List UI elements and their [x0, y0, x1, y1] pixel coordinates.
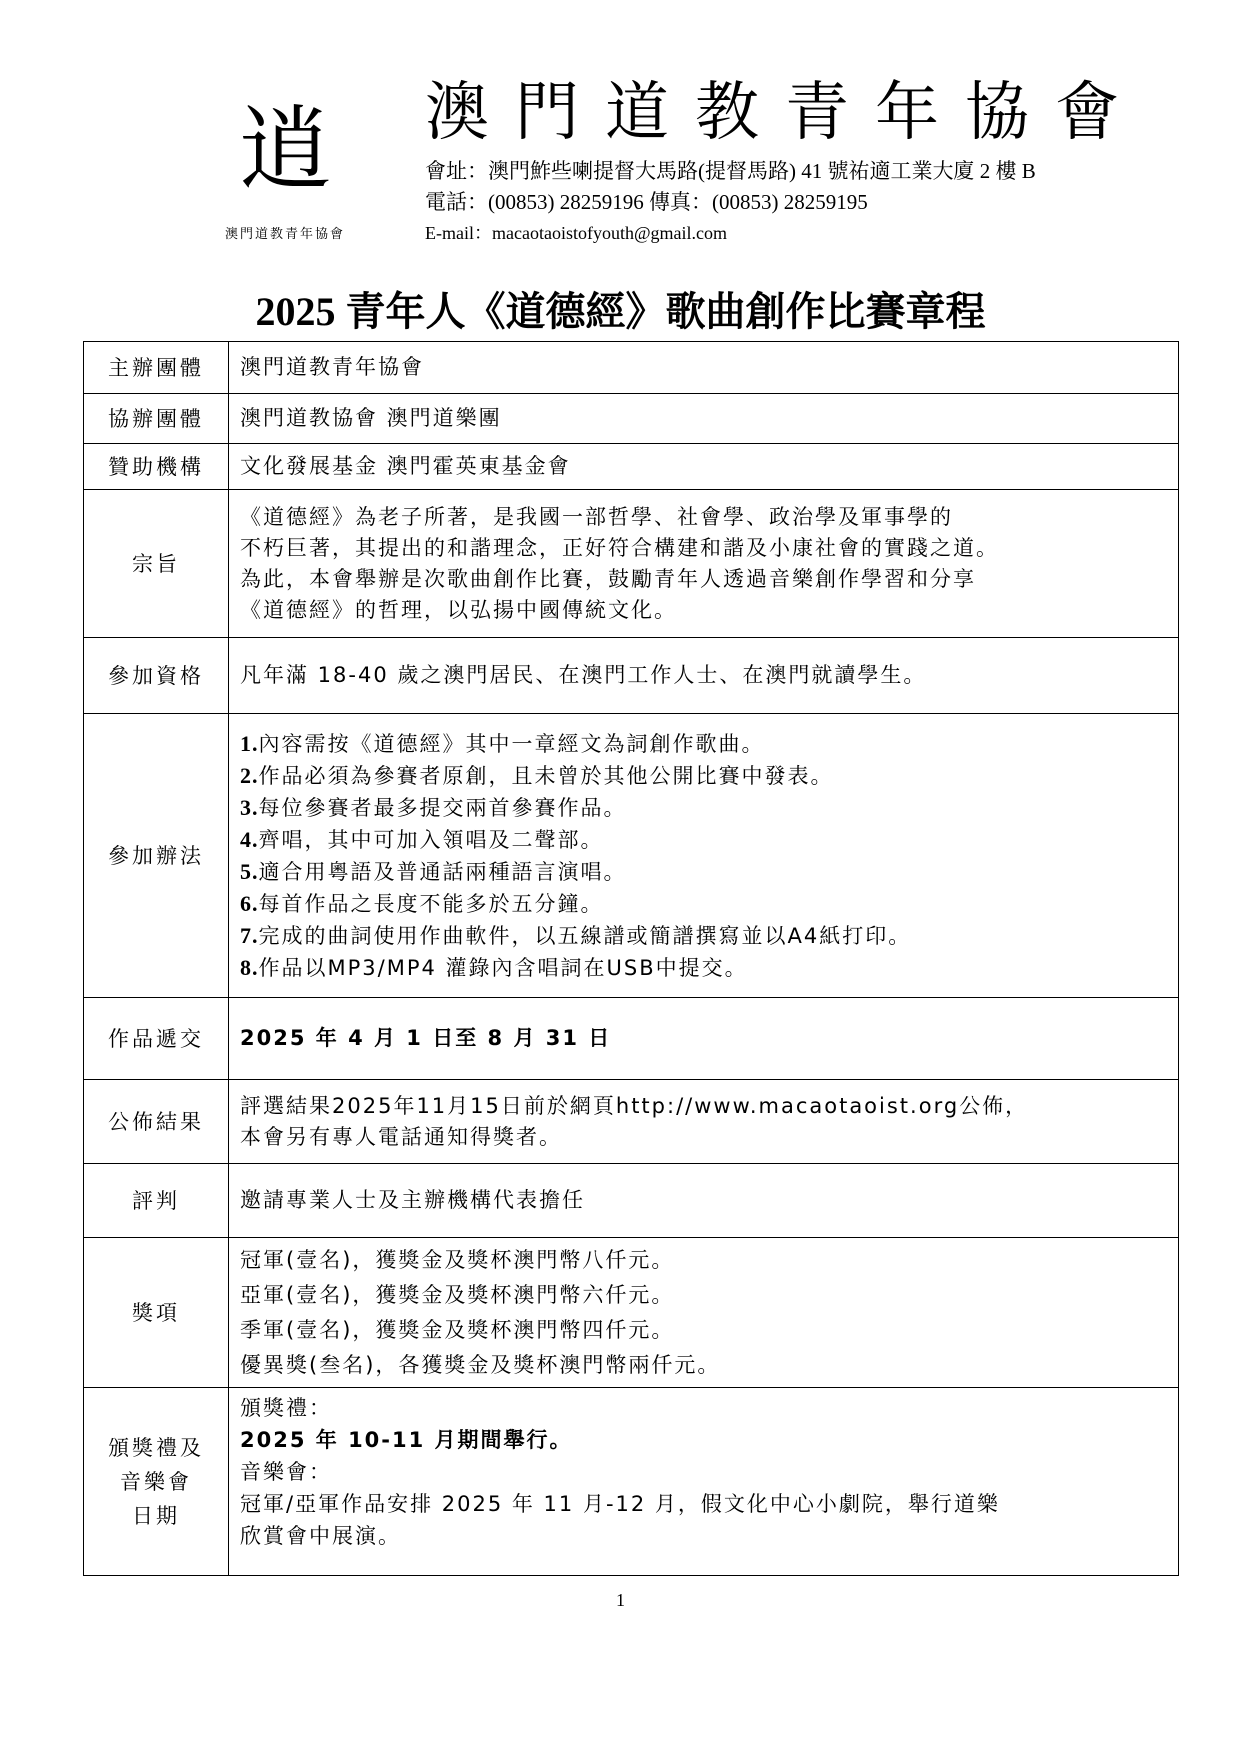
row-label: 評判: [84, 1164, 229, 1238]
page-number: 1: [616, 1590, 625, 1610]
logo-caption: 澳門道教青年協會: [224, 227, 345, 242]
text-line: 音樂會：: [240, 1460, 332, 1484]
text-line: 季軍(壹名)，獲獎金及獎杯澳門幣四仟元。: [240, 1317, 675, 1342]
table-row-submission: [84, 998, 1179, 1080]
text-line: 《道德經》的哲理，以弘揚中國傳統文化。: [240, 597, 677, 622]
table-row-judges: [84, 1164, 1179, 1238]
org-logo: [195, 95, 375, 245]
list-item: 5.適合用粵語及普通話兩種語言演唱。: [240, 858, 627, 884]
row-label: 贊助機構: [84, 444, 229, 490]
table-row-purpose: [84, 490, 1179, 638]
row-value: 文化發展基金 澳門霍英東基金會: [229, 444, 1179, 490]
list-item: 7.完成的曲詞使用作曲軟件，以五線譜或簡譜撰寫並以A4紙打印。: [240, 922, 912, 948]
text-line: 評選結果2025年11月15日前於網頁http://www.macaotaoist.org公佈，: [240, 1093, 1029, 1118]
row-value: 澳門道教青年協會: [229, 342, 1179, 394]
logo-glyph: 逍: [238, 96, 331, 203]
table-row-organizer: [84, 342, 1179, 394]
row-label: 作品遞交: [84, 998, 229, 1080]
row-value: 澳門道教協會 澳門道樂團: [229, 394, 1179, 444]
list-item: 8.作品以MP3/MP4 灌錄內含唱詞在USB中提交。: [240, 954, 748, 980]
org-name-heading: 澳門道教青年協會: [425, 76, 1145, 150]
row-value: [229, 714, 1179, 998]
rules-table: [83, 341, 1179, 1576]
text-line: 2025 年 10-11 月期間舉行。: [240, 1428, 573, 1452]
label-line: 音樂會: [120, 1469, 192, 1494]
address-line: 會址：澳門鮓些喇提督大馬路(提督馬路) 41 號祐適工業大廈 2 樓 B: [425, 159, 1036, 183]
table-row-method: [84, 714, 1179, 998]
text-line: 不朽巨著，其提出的和諧理念，正好符合構建和諧及小康社會的實踐之道。: [240, 535, 999, 560]
row-value: 邀請專業人士及主辦機構代表擔任: [229, 1164, 1179, 1238]
row-label: 協辦團體: [84, 394, 229, 444]
document-title: 2025 青年人《道德經》歌曲創作比賽章程: [255, 289, 986, 334]
text-line: 欣賞會中展演。: [240, 1524, 401, 1548]
row-label: [84, 1388, 229, 1576]
row-value: 2025 年 4 月 1 日至 8 月 31 日: [229, 998, 1179, 1080]
list-item: 6.每首作品之長度不能多於五分鐘。: [240, 890, 604, 916]
table-row-awards: [84, 1238, 1179, 1388]
email-line: E-mail：macaotaoistofyouth@gmail.com: [425, 223, 728, 243]
label-line: 日期: [132, 1503, 180, 1528]
text-line: 優異獎(叁名)，各獲獎金及獎杯澳門幣兩仟元。: [240, 1352, 721, 1377]
row-label: 公佈結果: [84, 1080, 229, 1164]
text-line: 為此，本會舉辦是次歌曲創作比賽，鼓勵青年人透過音樂創作學習和分享: [240, 566, 976, 591]
text-line: 《道德經》為老子所著，是我國一部哲學、社會學、政治學及軍事學的: [240, 504, 953, 529]
text-line: 冠軍/亞軍作品安排 2025 年 11 月-12 月，假文化中心小劇院，舉行道樂: [240, 1492, 1000, 1516]
table-row-sponsor: [84, 444, 1179, 490]
table-row-co-organizer: [84, 394, 1179, 444]
contact-block: [425, 156, 1036, 249]
row-label: 主辦團體: [84, 342, 229, 394]
text-line: 亞軍(壹名)，獲獎金及獎杯澳門幣六仟元。: [240, 1282, 675, 1307]
row-label: 參加資格: [84, 638, 229, 714]
row-label: 宗旨: [84, 490, 229, 638]
table-row-results: [84, 1080, 1179, 1164]
list-item: 4.齊唱，其中可加入領唱及二聲部。: [240, 826, 604, 852]
row-label: 參加辦法: [84, 714, 229, 998]
list-item: 2.作品必須為參賽者原創，且未曾於其他公開比賽中發表。: [240, 762, 834, 788]
label-line: 頒獎禮及: [108, 1435, 204, 1460]
row-value: [229, 1080, 1179, 1164]
text-line: 冠軍(壹名)，獲獎金及獎杯澳門幣八仟元。: [240, 1247, 675, 1272]
row-value: [229, 1388, 1179, 1576]
row-value: [229, 490, 1179, 638]
row-value: 凡年滿 18-40 歲之澳門居民、在澳門工作人士、在澳門就讀學生。: [229, 638, 1179, 714]
list-item: 3.每位參賽者最多提交兩首參賽作品。: [240, 794, 627, 820]
table-row-eligibility: [84, 638, 1179, 714]
list-item: 1.內容需按《道德經》其中一章經文為詞創作歌曲。: [240, 730, 765, 756]
row-value: [229, 1238, 1179, 1388]
table-row-ceremony: [84, 1388, 1179, 1576]
text-line: 本會另有專人電話通知得獎者。: [240, 1124, 562, 1149]
phone-fax-line: 電話：(00853) 28259196 傳真：(00853) 28259195: [425, 190, 868, 214]
text-line: 頒獎禮：: [240, 1396, 332, 1420]
row-label: 獎項: [84, 1238, 229, 1388]
